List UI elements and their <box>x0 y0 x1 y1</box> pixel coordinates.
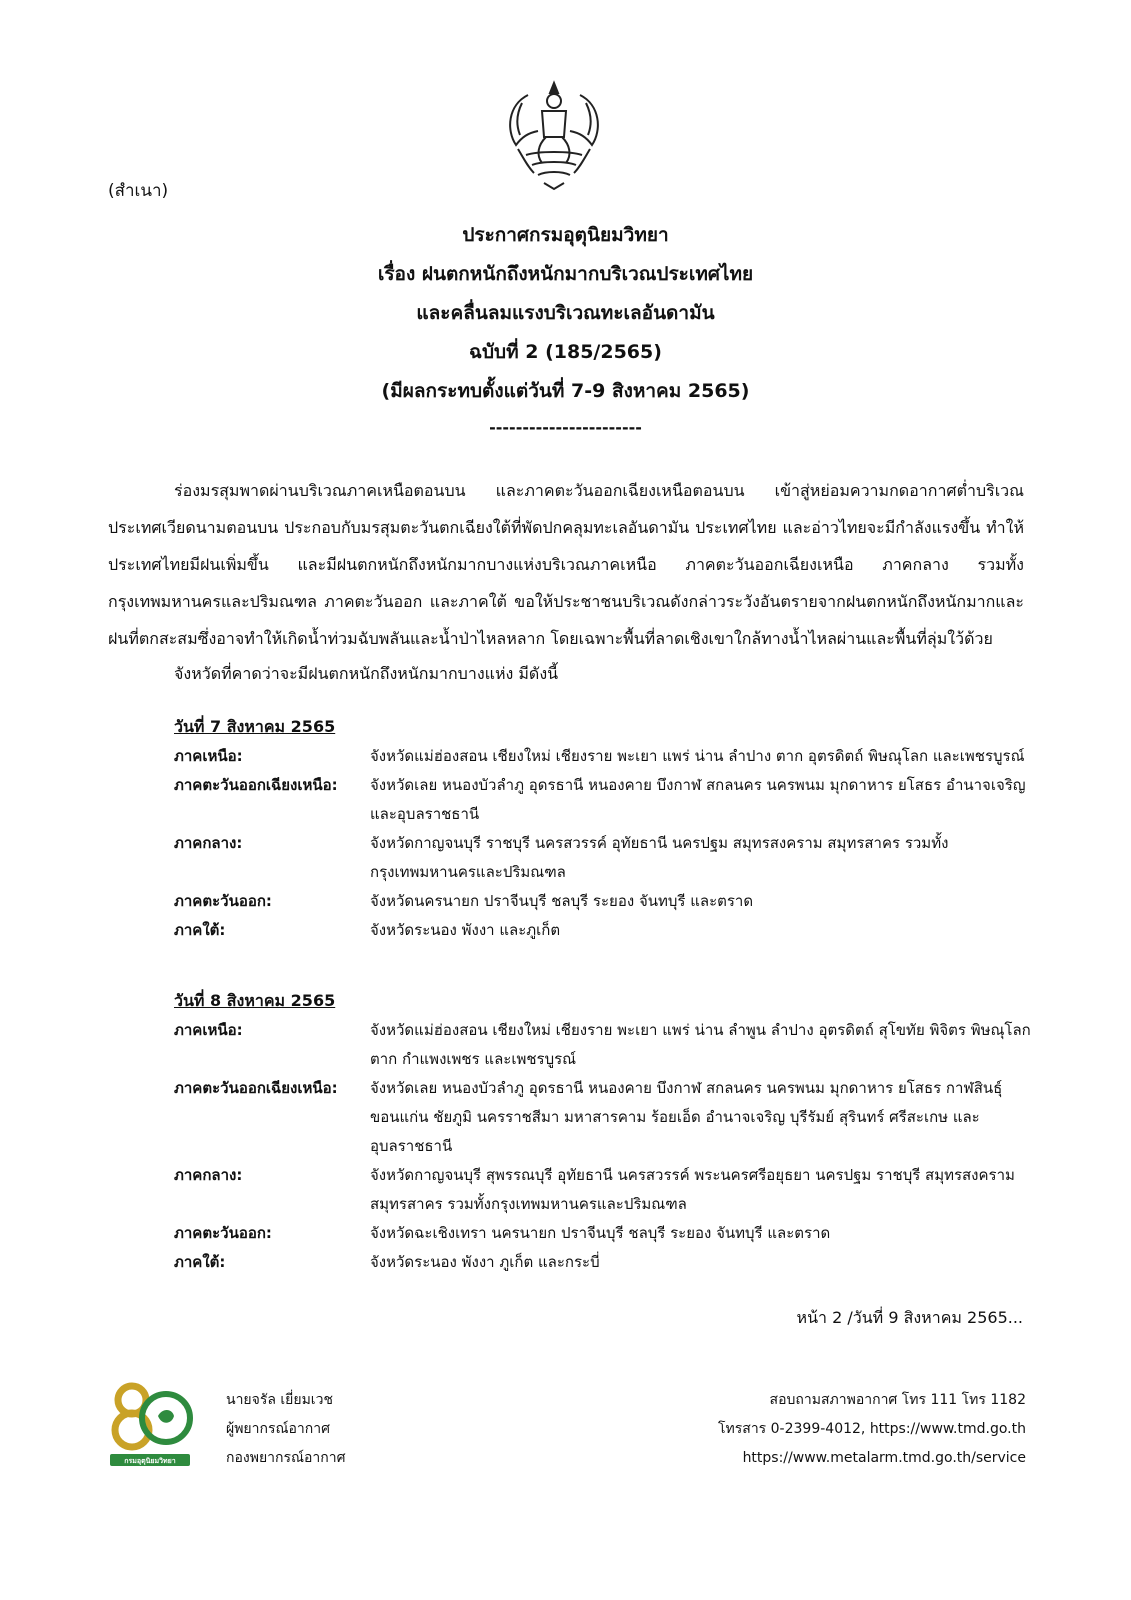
region-row <box>174 1161 1034 1219</box>
region-name: ภาคตะวันออก: <box>174 1224 272 1242</box>
contact-block <box>718 1386 1026 1473</box>
region-row <box>174 916 1034 945</box>
region-row <box>174 1016 1034 1074</box>
signature-name: นายจรัล เยี่ยมเวช <box>226 1392 333 1408</box>
region-row <box>174 887 1034 916</box>
region-name: ภาคตะวันออกเฉียงเหนือ: <box>174 1079 338 1097</box>
title-line: และคลื่นลมแรงบริเวณทะเลอันดามัน <box>416 302 715 324</box>
forecast-day <box>174 712 1034 945</box>
region-row <box>174 1074 1034 1161</box>
region-row <box>174 1248 1034 1277</box>
tmd-80-logo-icon <box>106 1378 194 1474</box>
region-provinces: จังหวัดเลย หนองบัวลำภู อุดรธานี หนองคาย บึงกาฬ สกลนคร นครพนม มุกดาหาร ยโสธร อำนาจเจริญ และอุบลราชธานี <box>370 776 1026 823</box>
title-line: (มีผลกระทบตั้งแต่วันที่ 7-9 สิงหาคม 2565) <box>381 380 750 402</box>
signature-block <box>226 1386 346 1473</box>
region-name: ภาคใต้: <box>174 1253 226 1271</box>
copy-mark: (สำเนา) <box>108 181 169 201</box>
body-paragraph <box>108 472 1024 657</box>
title-line: ประกาศกรมอุตุนิยมวิทยา <box>462 224 669 246</box>
contact-service-url[interactable]: https://www.metalarm.tmd.go.th/service <box>742 1450 1026 1466</box>
region-provinces: จังหวัดกาญจนบุรี สุพรรณบุรี อุทัยธานี นครสวรรค์ พระนครศรีอยุธยา นครปฐม ราชบุรี สมุทรสงคราม สมุทรสาคร รวมทั้งกรุงเทพมหานครและปริมณฑล <box>370 1166 1015 1213</box>
signature-division: กองพยากรณ์อากาศ <box>226 1450 346 1466</box>
title-line: ฉบับที่ 2 (185/2565) <box>469 341 662 363</box>
region-name: ภาคเหนือ: <box>174 747 243 765</box>
garuda-emblem-icon <box>498 75 610 193</box>
region-row <box>174 829 1034 887</box>
announcement-title-block <box>0 216 1131 445</box>
region-provinces: จังหวัดแม่ฮ่องสอน เชียงใหม่ เชียงราย พะเยา แพร่ น่าน ลำปาง ตาก อุตรดิตถ์ พิษณุโลก และเพชรบูรณ์ <box>370 747 1025 765</box>
logo-text: กรมอุตุนิยมวิทยา <box>124 1457 176 1465</box>
region-provinces: จังหวัดแม่ฮ่องสอน เชียงใหม่ เชียงราย พะเยา แพร่ น่าน ลำพูน ลำปาง อุตรดิตถ์ สุโขทัย พิจิตร พิษณุโลก ตาก กำแพงเพชร และเพชรบูรณ์ <box>370 1021 1031 1068</box>
body-paragraph-text: ร่องมรสุมพาดผ่านบริเวณภาคเหนือตอนบน และภาคตะวันออกเฉียงเหนือตอนบน เข้าสู่หย่อมความกดอากาศต่ำบริเวณประเทศเวียดนามตอนบน ประกอบกับมรสุมตะวันตกเฉียงใต้ที่พัดปกคลุมทะเลอันดามัน ประเทศไทย และอ่าวไทยจะมีกำลังแรงขึ้น ทำให้ประเทศไทยมีฝนเพิ่มขึ้น และมีฝนตกหนักถึงหนักมากบางแห่งบริเวณภาคเหนือ ภาคตะวันออกเฉียงเหนือ ภาคกลาง รวมทั้งกรุงเทพมหานครและปริมณฑล ภาคตะวันออก และภาคใต้ ขอให้ประชาชนบริเวณดังกล่าวระวังอันตรายจากฝนตกหนักถึงหนักมากและฝนที่ตกสะสมซึ่งอาจทำให้เกิดน้ำท่วมฉับพลันและน้ำป่าไหลหลาก โดยเฉพาะพื้นที่ลาดเชิงเขาใกล้ทางน้ำไหลผ่านและพื้นที่ลุ่มใว้ด้วย <box>108 481 1024 648</box>
region-row <box>174 742 1034 771</box>
region-provinces: จังหวัดกาญจนบุรี ราชบุรี นครสวรรค์ อุทัยธานี นครปฐม สมุทรสงคราม สมุทรสาคร รวมทั้งกรุงเทพมหานครและปริมณฑล <box>370 834 949 881</box>
day-title: วันที่ 7 สิงหาคม 2565 <box>174 717 336 736</box>
region-name: ภาคกลาง: <box>174 834 243 852</box>
region-provinces: จังหวัดเลย หนองบัวลำภู อุดรธานี หนองคาย บึงกาฬ สกลนคร นครพนม มุกดาหาร ยโสธร กาฬสินธุ์ ขอนแก่น ชัยภูมิ นครราชสีมา มหาสารคาม ร้อยเอ็ด อำนาจเจริญ บุรีรัมย์ สุรินทร์ ศรีสะเกษ และอุบลราชธานี <box>370 1079 1003 1155</box>
forecast-day <box>174 986 1034 1277</box>
next-page-note: หน้า 2 /วันที่ 9 สิงหาคม 2565... <box>796 1308 1023 1327</box>
contact-phone: สอบถามสภาพอากาศ โทร 111 โทร 1182 <box>769 1392 1026 1408</box>
region-name: ภาคใต้: <box>174 921 226 939</box>
region-provinces: จังหวัดนครนายก ปราจีนบุรี ชลบุรี ระยอง จันทบุรี และตราด <box>370 892 754 910</box>
region-provinces: จังหวัดฉะเชิงเทรา นครนายก ปราจีนบุรี ชลบุรี ระยอง จันทบุรี และตราด <box>370 1224 831 1242</box>
region-provinces: จังหวัดระนอง พังงา ภูเก็ต และกระบี่ <box>370 1253 600 1271</box>
region-name: ภาคตะวันออก: <box>174 892 272 910</box>
title-separator: ----------------------- <box>489 418 642 437</box>
region-row <box>174 771 1034 829</box>
title-line: เรื่อง ฝนตกหนักถึงหนักมากบริเวณประเทศไทย <box>377 263 754 285</box>
region-provinces: จังหวัดระนอง พังงา และภูเก็ต <box>370 921 561 939</box>
day-title: วันที่ 8 สิงหาคม 2565 <box>174 991 336 1010</box>
signature-position: ผู้พยากรณ์อากาศ <box>226 1421 330 1437</box>
region-name: ภาคกลาง: <box>174 1166 243 1184</box>
province-intro: จังหวัดที่คาดว่าจะมีฝนตกหนักถึงหนักมากบางแห่ง มีดังนี้ <box>174 664 559 683</box>
region-name: ภาคตะวันออกเฉียงเหนือ: <box>174 776 338 794</box>
contact-fax-website[interactable]: โทรสาร 0-2399-4012, https://www.tmd.go.th <box>718 1421 1026 1437</box>
region-name: ภาคเหนือ: <box>174 1021 243 1039</box>
region-row <box>174 1219 1034 1248</box>
